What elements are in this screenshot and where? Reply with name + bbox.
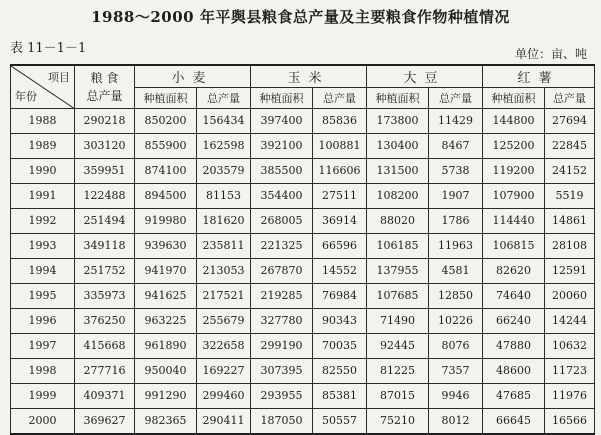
- wheat-output-cell: 255679: [197, 308, 251, 333]
- sweet-potato-output-cell: 22845: [545, 133, 595, 158]
- sweet-potato-output-cell: 11723: [545, 358, 595, 383]
- corn-output-cell: 82550: [313, 358, 367, 383]
- soybean-header: 大豆: [367, 65, 483, 87]
- corn-output-cell: 116606: [313, 158, 367, 183]
- corn-output-cell: 66596: [313, 233, 367, 258]
- wheat-output-cell: 213053: [197, 258, 251, 283]
- sweet-potato-output-cell: 12591: [545, 258, 595, 283]
- sweet-potato-area-cell: 66240: [483, 308, 545, 333]
- year-cell: 1996: [11, 308, 75, 333]
- table-row: [11, 183, 595, 208]
- year-cell: 1991: [11, 183, 75, 208]
- sweet-potato-output-cell: 14861: [545, 208, 595, 233]
- wheat-area-cell: 941625: [135, 283, 197, 308]
- grain-total-cell: 376250: [75, 308, 135, 333]
- year-cell: 1998: [11, 358, 75, 383]
- table-row: [11, 283, 595, 308]
- sweet-potato-area-cell: 107900: [483, 183, 545, 208]
- corn-area-cell: 307395: [251, 358, 313, 383]
- wheat-area-cell: 941970: [135, 258, 197, 283]
- corn-area-cell: 187050: [251, 408, 313, 434]
- grain-production-table: [10, 64, 595, 435]
- table-row: [11, 208, 595, 233]
- soybean-area-header: 种植面积: [367, 87, 429, 108]
- soybean-output-cell: 8467: [429, 133, 483, 158]
- corn-output-header: 总产量: [313, 87, 367, 108]
- grain-total-header-line2: 总产量: [86, 88, 123, 103]
- sweet-potato-output-cell: 20060: [545, 283, 595, 308]
- sweet-potato-header: 红薯: [483, 65, 595, 87]
- year-cell: 1993: [11, 233, 75, 258]
- sweet-potato-output-cell: 10632: [545, 333, 595, 358]
- sweet-potato-output-cell: 5519: [545, 183, 595, 208]
- table-row: [11, 158, 595, 183]
- wheat-output-cell: 162598: [197, 133, 251, 158]
- wheat-area-cell: 961890: [135, 333, 197, 358]
- wheat-area-cell: 991290: [135, 383, 197, 408]
- sweet-potato-output-cell: 14244: [545, 308, 595, 333]
- wheat-output-cell: 81153: [197, 183, 251, 208]
- sweet-potato-area-cell: 114440: [483, 208, 545, 233]
- wheat-area-header: 种植面积: [135, 87, 197, 108]
- soybean-area-cell: 130400: [367, 133, 429, 158]
- table-number: 表 11－1－1: [10, 41, 87, 56]
- table-row: [11, 408, 595, 434]
- corn-header: 玉米: [251, 65, 367, 87]
- grain-total-cell: 359951: [75, 158, 135, 183]
- grain-total-header: [75, 65, 135, 108]
- soybean-output-cell: 11429: [429, 108, 483, 133]
- table-row: [11, 308, 595, 333]
- sweet-potato-area-cell: 119200: [483, 158, 545, 183]
- soybean-output-cell: 9946: [429, 383, 483, 408]
- grain-total-cell: 303120: [75, 133, 135, 158]
- wheat-output-cell: 299460: [197, 383, 251, 408]
- table-row: [11, 108, 595, 133]
- soybean-output-cell: 8012: [429, 408, 483, 434]
- soybean-area-cell: 137955: [367, 258, 429, 283]
- corn-output-cell: 85836: [313, 108, 367, 133]
- year-cell: 2000: [11, 408, 75, 434]
- grain-total-cell: 369627: [75, 408, 135, 434]
- soybean-area-cell: 75210: [367, 408, 429, 434]
- table-row: [11, 383, 595, 408]
- grain-total-header-line1: 粮 食: [90, 70, 119, 85]
- soybean-area-cell: 87015: [367, 383, 429, 408]
- table-body: [11, 108, 595, 434]
- corn-output-cell: 76984: [313, 283, 367, 308]
- sweet-potato-area-cell: 125200: [483, 133, 545, 158]
- year-cell: 1995: [11, 283, 75, 308]
- sweet-potato-output-header: 总产量: [545, 87, 595, 108]
- wheat-header: 小麦: [135, 65, 251, 87]
- corn-output-cell: 27511: [313, 183, 367, 208]
- sweet-potato-area-cell: 82620: [483, 258, 545, 283]
- wheat-area-cell: 850200: [135, 108, 197, 133]
- soybean-output-cell: 12850: [429, 283, 483, 308]
- wheat-area-cell: 939630: [135, 233, 197, 258]
- soybean-area-cell: 88020: [367, 208, 429, 233]
- sweet-potato-area-cell: 106815: [483, 233, 545, 258]
- wheat-output-cell: 235811: [197, 233, 251, 258]
- wheat-area-cell: 894500: [135, 183, 197, 208]
- unit-label: 单位：亩、吨: [514, 47, 587, 61]
- sweet-potato-output-cell: 11976: [545, 383, 595, 408]
- corn-area-cell: 268005: [251, 208, 313, 233]
- corn-output-cell: 36914: [313, 208, 367, 233]
- corn-output-cell: 70035: [313, 333, 367, 358]
- table-row: [11, 133, 595, 158]
- sweet-potato-output-cell: 16566: [545, 408, 595, 434]
- wheat-output-cell: 156434: [197, 108, 251, 133]
- grain-total-cell: 277716: [75, 358, 135, 383]
- soybean-output-cell: 1907: [429, 183, 483, 208]
- wheat-area-cell: 919980: [135, 208, 197, 233]
- table-row: [11, 233, 595, 258]
- sweet-potato-area-cell: 74640: [483, 283, 545, 308]
- corn-area-cell: 221325: [251, 233, 313, 258]
- sweet-potato-area-cell: 48600: [483, 358, 545, 383]
- wheat-area-cell: 950040: [135, 358, 197, 383]
- page-title: 1988～2000 年平舆县粮食总产量及主要粮食作物种植情况: [91, 8, 510, 26]
- sweet-potato-output-cell: 28108: [545, 233, 595, 258]
- soybean-output-cell: 11963: [429, 233, 483, 258]
- wheat-area-cell: 874100: [135, 158, 197, 183]
- sweet-potato-area-header: 种植面积: [483, 87, 545, 108]
- grain-total-cell: 122488: [75, 183, 135, 208]
- year-header: 年份: [15, 89, 37, 103]
- soybean-area-cell: 131500: [367, 158, 429, 183]
- soybean-output-cell: 8076: [429, 333, 483, 358]
- grain-total-cell: 335973: [75, 283, 135, 308]
- soybean-output-cell: 5738: [429, 158, 483, 183]
- year-cell: 1992: [11, 208, 75, 233]
- year-cell: 1994: [11, 258, 75, 283]
- wheat-area-cell: 855900: [135, 133, 197, 158]
- corn-area-cell: 354400: [251, 183, 313, 208]
- soybean-area-cell: 108200: [367, 183, 429, 208]
- sweet-potato-area-cell: 66645: [483, 408, 545, 434]
- table-row: [11, 258, 595, 283]
- wheat-output-cell: 181620: [197, 208, 251, 233]
- corn-area-cell: 299190: [251, 333, 313, 358]
- corn-area-cell: 392100: [251, 133, 313, 158]
- corn-output-cell: 14552: [313, 258, 367, 283]
- sweet-potato-output-cell: 27694: [545, 108, 595, 133]
- corn-output-cell: 50557: [313, 408, 367, 434]
- grain-total-cell: 349118: [75, 233, 135, 258]
- wheat-output-cell: 169227: [197, 358, 251, 383]
- grain-total-cell: 290218: [75, 108, 135, 133]
- corn-output-cell: 85381: [313, 383, 367, 408]
- wheat-output-header: 总产量: [197, 87, 251, 108]
- soybean-output-cell: 1786: [429, 208, 483, 233]
- corner-header-cell: [11, 65, 75, 108]
- sweet-potato-area-cell: 47685: [483, 383, 545, 408]
- wheat-output-cell: 217521: [197, 283, 251, 308]
- item-header: 项目: [48, 71, 70, 84]
- table-row: [11, 333, 595, 358]
- wheat-output-cell: 203579: [197, 158, 251, 183]
- corn-area-cell: 397400: [251, 108, 313, 133]
- corn-area-cell: 385500: [251, 158, 313, 183]
- corn-area-cell: 327780: [251, 308, 313, 333]
- grain-total-cell: 415668: [75, 333, 135, 358]
- corn-area-header: 种植面积: [251, 87, 313, 108]
- soybean-area-cell: 92445: [367, 333, 429, 358]
- year-cell: 1989: [11, 133, 75, 158]
- table-row: [11, 358, 595, 383]
- grain-total-cell: 251494: [75, 208, 135, 233]
- year-cell: 1990: [11, 158, 75, 183]
- soybean-output-cell: 7357: [429, 358, 483, 383]
- wheat-area-cell: 982365: [135, 408, 197, 434]
- wheat-output-cell: 290411: [197, 408, 251, 434]
- soybean-area-cell: 173800: [367, 108, 429, 133]
- year-cell: 1999: [11, 383, 75, 408]
- grain-total-cell: 409371: [75, 383, 135, 408]
- soybean-output-cell: 4581: [429, 258, 483, 283]
- soybean-area-cell: 81225: [367, 358, 429, 383]
- corn-area-cell: 267870: [251, 258, 313, 283]
- year-cell: 1997: [11, 333, 75, 358]
- soybean-area-cell: 71490: [367, 308, 429, 333]
- soybean-output-header: 总产量: [429, 87, 483, 108]
- soybean-area-cell: 107685: [367, 283, 429, 308]
- sweet-potato-output-cell: 24152: [545, 158, 595, 183]
- wheat-output-cell: 322658: [197, 333, 251, 358]
- corn-output-cell: 100881: [313, 133, 367, 158]
- grain-total-cell: 251752: [75, 258, 135, 283]
- wheat-area-cell: 963225: [135, 308, 197, 333]
- corn-area-cell: 219285: [251, 283, 313, 308]
- corn-area-cell: 293955: [251, 383, 313, 408]
- soybean-area-cell: 106185: [367, 233, 429, 258]
- corn-output-cell: 90343: [313, 308, 367, 333]
- sweet-potato-area-cell: 144800: [483, 108, 545, 133]
- year-cell: 1988: [11, 108, 75, 133]
- soybean-output-cell: 10226: [429, 308, 483, 333]
- sweet-potato-area-cell: 47880: [483, 333, 545, 358]
